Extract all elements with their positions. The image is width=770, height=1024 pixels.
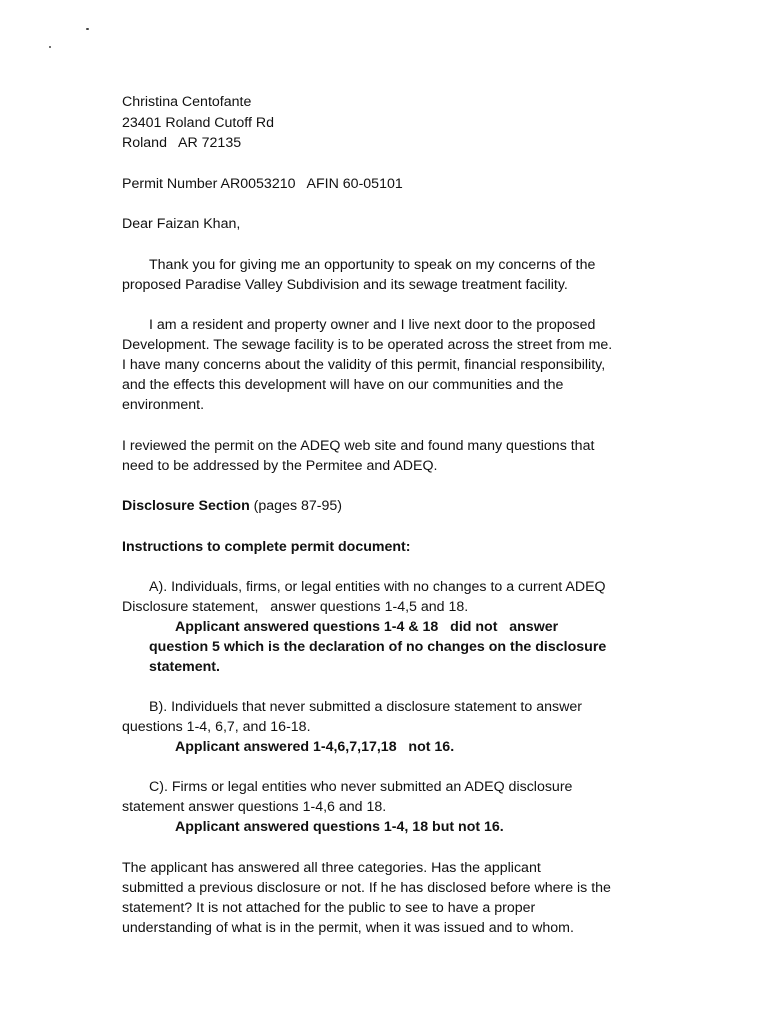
paragraph-line: and the effects this development will have on our communities and the [122, 377, 564, 393]
sender-city-state-zip: Roland AR 72135 [122, 135, 242, 151]
item-b-line: B). Individuels that never submitted a disclosure statement to answer [149, 699, 582, 715]
paragraph-line: need to be addressed by the Permitee and ADEQ. [122, 458, 438, 474]
sender-street: 23401 Roland Cutoff Rd [122, 115, 274, 131]
paragraph-line: The applicant has answered all three categories. Has the applicant [122, 860, 541, 876]
item-b-line: questions 1-4, 6,7, and 16-18. [122, 719, 311, 735]
paragraph-line: statement? It is not attached for the public to see to have a proper [122, 900, 536, 916]
disclosure-heading-line [122, 496, 342, 516]
paragraph-line: environment. [122, 397, 205, 413]
paragraph-line: submitted a previous disclosure or not. If he has disclosed before where is the [122, 880, 611, 896]
item-c-answer: Applicant answered questions 1-4, 18 but not 16. [175, 819, 504, 835]
paragraph-line: I am a resident and property owner and I live next door to the proposed [149, 317, 596, 333]
item-a-answer: statement. [149, 659, 220, 675]
disclosure-pages: (pages 87-95) [249, 498, 343, 514]
scan-speck [86, 28, 89, 30]
item-c-line: C). Firms or legal entities who never submitted an ADEQ disclosure [149, 779, 573, 795]
item-a-line: A). Individuals, firms, or legal entities with no changes to a current ADEQ [149, 579, 606, 595]
instructions-heading: Instructions to complete permit document: [122, 539, 411, 555]
item-a-answer: Applicant answered questions 1-4 & 18 did not answer [175, 619, 559, 635]
item-c-line: statement answer questions 1-4,6 and 18. [122, 799, 387, 815]
sender-name: Christina Centofante [122, 94, 252, 110]
paragraph-line: Development. The sewage facility is to be operated across the street from me. [122, 337, 613, 353]
item-b-answer: Applicant answered 1-4,6,7,17,18 not 16. [175, 739, 455, 755]
item-a-answer: question 5 which is the declaration of no changes on the disclosure [149, 639, 607, 655]
paragraph-line: proposed Paradise Valley Subdivision and its sewage treatment facility. [122, 277, 568, 293]
permit-number: Permit Number AR0053210 AFIN 60-05101 [122, 176, 403, 192]
paragraph-line: I reviewed the permit on the ADEQ web site and found many questions that [122, 438, 595, 454]
paragraph-line: Thank you for giving me an opportunity to speak on my concerns of the [149, 257, 596, 273]
item-a-line: Disclosure statement, answer questions 1-4,5 and 18. [122, 599, 469, 615]
paragraph-line: understanding of what is in the permit, when it was issued and to whom. [122, 920, 574, 936]
scan-speck [49, 46, 51, 48]
disclosure-heading: Disclosure Section [122, 498, 250, 514]
salutation: Dear Faizan Khan, [122, 216, 241, 232]
paragraph-line: I have many concerns about the validity of this permit, financial responsibility, [122, 357, 606, 373]
